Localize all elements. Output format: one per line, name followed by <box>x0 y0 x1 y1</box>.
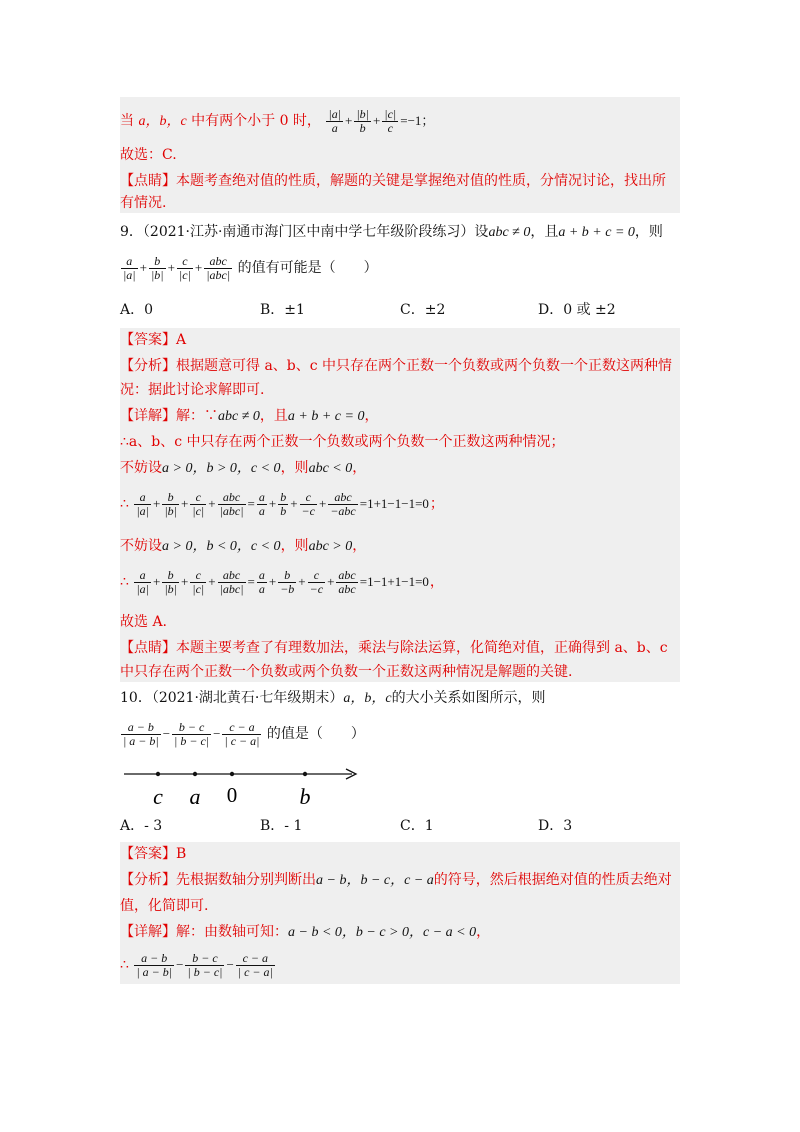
q9-review-line1: 【点睛】本题主要考查了有理数加法，乘法与除法运算，化简绝对值，正确得到 a、b、c <box>120 640 668 656</box>
q9-detail-line2: ∴a、b、c 中只存在两个正数一个负数或两个负数一个正数这两种情况； <box>120 434 565 450</box>
fraction: $\frac{\text{abc}}{\text{−abc}}$ <box>330 489 356 518</box>
fraction: $\frac{c - a}{| c - a|}$ <box>237 950 273 979</box>
q10-detail-line1: 【详解】解：由数轴可知：a − b < 0，b − c > 0，c − a < 0， <box>120 924 491 940</box>
fraction: $\frac{c}{|c|}$ <box>192 567 205 596</box>
q9-stem-line1: 9．（2021·江苏·南通市海门区中南中学七年级阶段练习）设abc ≠ 0，且a + b + c = 0，则 <box>120 224 663 240</box>
q10-stem-line2: $\frac{a - b}{| a - b|}$ − $\frac{b - c}{| b - c|}$ − $\frac{c - a}{| c - a|}$ 的值是（ ） <box>123 719 365 748</box>
fraction: $\frac{b}{|b|}$ <box>164 489 177 518</box>
q10-option-d[interactable]: D．3 <box>538 818 573 834</box>
fraction: $\frac{b}{|b|}$ <box>150 253 164 282</box>
fraction: $\frac{|a|}{a}$ <box>328 106 341 135</box>
fraction: $\frac{\text{abc}}{\text{abc}}$ <box>338 567 356 596</box>
axis-label-b: b <box>299 784 311 809</box>
prev-choice: 故选：C. <box>120 147 177 163</box>
q9-options <box>120 300 680 320</box>
prev-solution-block <box>120 97 680 213</box>
q10-stem-line1: 10．（2021·湖北黄石·七年级期末）a，b，c的大小关系如图所示，则 <box>120 690 546 706</box>
q10-option-a[interactable]: A．- 3 <box>120 818 163 834</box>
fraction: $\frac{\text{abc}}{\text{|abc|}}$ <box>206 253 231 282</box>
q9-analysis-line1: 【分析】根据题意可得 a、b、c 中只存在两个正数一个负数或两个负数一个正数这两种情 <box>120 358 673 374</box>
q9-analysis-line2: 况：据此讨论求解即可. <box>120 382 265 398</box>
q10-option-c[interactable]: C．1 <box>400 818 434 834</box>
q9-review-line2: 中只存在两个正数一个负数或两个负数一个正数这两种情况是解题的关键. <box>120 664 573 680</box>
fraction: $\frac{|c|}{c}$ <box>384 106 397 135</box>
axis-point-a <box>193 772 197 776</box>
axis-label-0: 0 <box>226 783 238 807</box>
axis-label-a: a <box>189 784 201 809</box>
q9-calc2: ∴ $\frac{a}{|a|}$ + $\frac{b}{|b|}$ + $\frac{c}{|c|}$ + $\frac{\text{abc}}{\text{|abc|}}$ = $\frac{a}{a}$ + $\frac{b}{-b}$ + $\frac{c}{-c}$ + $\frac{\text{abc}}{\text{abc}}$ =1−1+1−1=0， <box>120 567 444 596</box>
fraction: $\frac{b}{b}$ <box>280 489 287 518</box>
q10-option-b[interactable]: B．- 1 <box>260 818 303 834</box>
q9-answer: 【答案】A <box>120 332 187 348</box>
q9-detail-line1: 【详解】解：∵abc ≠ 0，且a + b + c = 0， <box>120 408 379 424</box>
fraction: $\frac{|b|}{b}$ <box>356 106 369 135</box>
q9-option-a[interactable]: A．0 <box>120 302 154 318</box>
q9-calc1: ∴ $\frac{a}{|a|}$ + $\frac{b}{|b|}$ + $\frac{c}{|c|}$ + $\frac{\text{abc}}{\text{|abc|}}$ = $\frac{a}{a}$ + $\frac{b}{b}$ + $\frac{c}{-c}$ + $\frac{\text{abc}}{\text{−abc}}$ =1+1−1−1=0； <box>120 489 444 518</box>
axis-label-c: c <box>153 784 163 809</box>
q10-calc: ∴ $\frac{a - b}{| a - b|}$ − $\frac{b - c}{| b - c|}$ − $\frac{c - a}{| c - a|}$ <box>120 950 273 979</box>
q9-solution-block <box>120 328 680 682</box>
q9-stem <box>120 218 680 328</box>
q10-solution-block <box>120 842 680 984</box>
fraction: $\frac{a - b}{| a - b|}$ <box>136 950 173 979</box>
prev-review-line2: 有情况. <box>120 195 167 211</box>
fraction: $\frac{b - c}{| b - c|}$ <box>174 719 210 748</box>
fraction: $\frac{\text{abc}}{\text{|abc|}}$ <box>219 567 244 596</box>
q10-analysis-line1: 【分析】先根据数轴分别判断出a − b，b − c，c − a的符号，然后根据绝对值的性质去绝对 <box>120 872 672 888</box>
fraction: $\frac{c - a}{| c - a|}$ <box>224 719 260 748</box>
fraction: $\frac{c}{-c}$ <box>309 567 324 596</box>
fraction: $\frac{a}{a}$ <box>258 567 265 596</box>
axis-point-b <box>303 772 307 776</box>
q9-choice: 故选 A. <box>120 614 168 630</box>
prev-conclusion-line: 当 a，b，c 中有两个小于 0 时， $\frac{|a|}{a}$ + $\frac{|b|}{b}$ + $\frac{|c|}{c}$ =−1； <box>120 106 435 135</box>
q9-stem-line2: $\frac{a}{|a|}$ + $\frac{b}{|b|}$ + $\frac{c}{|c|}$ + $\frac{\text{abc}}{\text{|abc|}}$ 的值有可能是（ ） <box>123 253 378 282</box>
q9-case1: 不妨设a > 0，b > 0，c < 0，则abc < 0， <box>120 460 367 476</box>
fraction: $\frac{\text{abc}}{\text{|abc|}}$ <box>219 489 244 518</box>
fraction: $\frac{a}{a}$ <box>258 489 265 518</box>
number-line-figure <box>120 762 370 812</box>
prev-review-line1: 【点睛】本题考查绝对值的性质，解题的关键是掌握绝对值的性质，分情况讨论，找出所 <box>120 173 666 189</box>
axis-point-c <box>156 772 160 776</box>
q10-analysis-line2: 值，化简即可. <box>120 898 209 914</box>
fraction: $\frac{a - b}{| a - b|}$ <box>123 719 159 748</box>
q10-stem <box>120 686 680 840</box>
fraction: $\frac{b}{-b}$ <box>280 567 295 596</box>
fraction: $\frac{c}{-c}$ <box>301 489 315 518</box>
q10-options <box>120 816 680 836</box>
fraction: $\frac{b - c}{| b - c|}$ <box>187 950 223 979</box>
fraction: $\frac{a}{|a|}$ <box>123 253 136 282</box>
q9-option-c[interactable]: C．±2 <box>400 302 446 318</box>
fraction: $\frac{c}{|c|}$ <box>192 489 205 518</box>
fraction: $\frac{a}{|a|}$ <box>136 567 149 596</box>
axis-point-0 <box>230 772 234 776</box>
q9-option-b[interactable]: B．±1 <box>260 302 305 318</box>
fraction: $\frac{c}{|c|}$ <box>178 253 191 282</box>
fraction: $\frac{a}{|a|}$ <box>136 489 149 518</box>
q10-answer: 【答案】B <box>120 846 187 862</box>
q9-case2: 不妨设a > 0，b < 0，c < 0，则abc > 0， <box>120 538 367 554</box>
fraction: $\frac{b}{|b|}$ <box>164 567 177 596</box>
q9-option-d[interactable]: D．0 或 ±2 <box>538 302 616 318</box>
